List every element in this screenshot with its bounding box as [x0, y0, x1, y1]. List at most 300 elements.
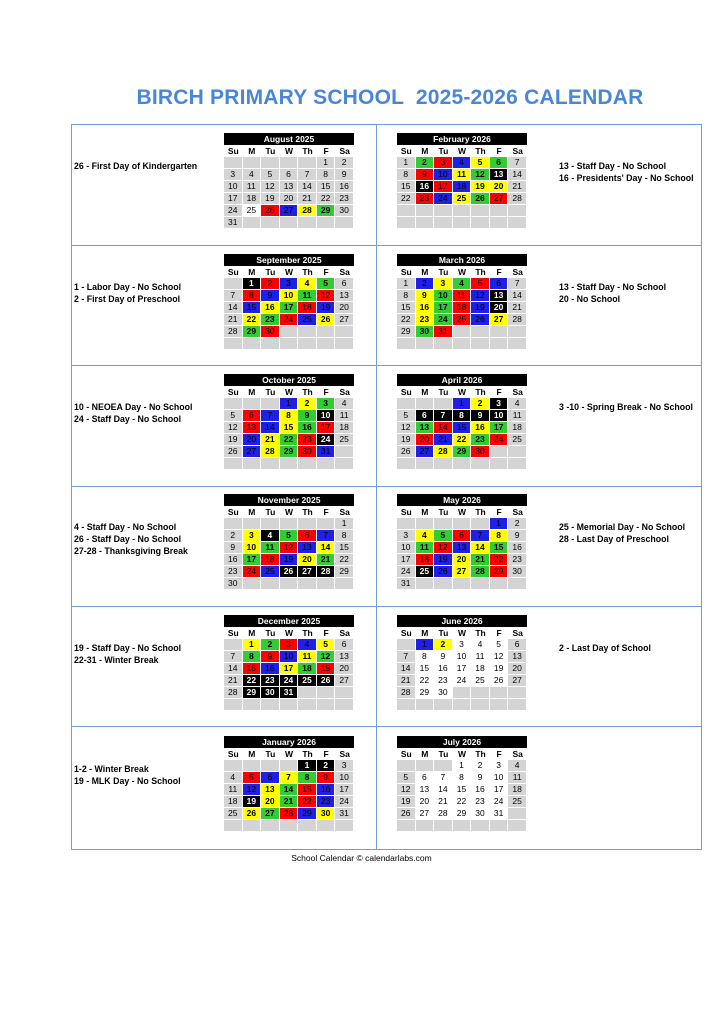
empty-day-cell — [508, 699, 527, 711]
month-calendar — [397, 615, 527, 711]
weekday-header: Th — [298, 506, 317, 518]
day-cell: 17 — [490, 422, 509, 434]
day-cell: 4 — [508, 398, 527, 410]
month-title: November 2025 — [224, 494, 354, 506]
row-divider — [72, 365, 701, 366]
day-cell: 16 — [471, 422, 490, 434]
empty-day-cell — [317, 338, 336, 350]
day-cell: 8 — [453, 772, 472, 784]
weekday-header: Sa — [508, 386, 527, 398]
day-cell: 16 — [335, 181, 354, 193]
day-cell: 26 — [471, 193, 490, 205]
day-cell: 9 — [224, 542, 243, 554]
empty-day-cell — [453, 578, 472, 590]
day-cell: 25 — [508, 796, 527, 808]
empty-day-cell — [335, 578, 354, 590]
day-cell: 30 — [317, 808, 336, 820]
weekday-header: Sa — [508, 145, 527, 157]
empty-day-cell — [335, 458, 354, 470]
day-cell: 16 — [298, 422, 317, 434]
weekday-header: M — [416, 627, 435, 639]
empty-day-cell — [490, 326, 509, 338]
day-cell: 26 — [280, 566, 299, 578]
day-cell: 6 — [416, 410, 435, 422]
event-note: 24 - Staff Day - No School — [74, 414, 182, 424]
day-cell: 18 — [298, 663, 317, 675]
weekday-header: Su — [397, 145, 416, 157]
event-note: 3 -10 - Spring Break - No School — [559, 402, 693, 412]
empty-day-cell — [434, 518, 453, 530]
day-cell: 24 — [434, 314, 453, 326]
day-cell: 24 — [490, 434, 509, 446]
month-title: March 2026 — [397, 254, 527, 266]
weekday-header: M — [416, 506, 435, 518]
event-note: 26 - First Day of Kindergarten — [74, 161, 198, 171]
empty-day-cell — [416, 760, 435, 772]
day-cell: 16 — [224, 554, 243, 566]
weekday-header: Sa — [508, 266, 527, 278]
day-cell: 15 — [280, 422, 299, 434]
empty-day-cell — [280, 699, 299, 711]
day-cell: 19 — [280, 554, 299, 566]
day-cell: 8 — [397, 169, 416, 181]
event-note: 16 - Presidents' Day - No School — [559, 173, 694, 183]
day-cell: 7 — [298, 169, 317, 181]
month-title: December 2025 — [224, 615, 354, 627]
day-cell: 19 — [317, 663, 336, 675]
day-cell: 20 — [490, 181, 509, 193]
weekday-header: Th — [298, 386, 317, 398]
empty-day-cell — [490, 699, 509, 711]
day-cell: 7 — [434, 410, 453, 422]
empty-day-cell — [261, 338, 280, 350]
month-days-grid — [224, 506, 354, 590]
day-cell: 17 — [243, 554, 262, 566]
day-cell: 27 — [298, 566, 317, 578]
empty-day-cell — [335, 687, 354, 699]
event-note: 26 - Staff Day - No School — [74, 534, 182, 544]
empty-day-cell — [471, 326, 490, 338]
month-days-grid — [224, 748, 354, 832]
day-cell: 28 — [224, 687, 243, 699]
weekday-header: Sa — [335, 627, 354, 639]
empty-day-cell — [335, 820, 354, 832]
empty-day-cell — [261, 760, 280, 772]
day-cell: 22 — [397, 314, 416, 326]
empty-day-cell — [508, 217, 527, 229]
event-note: 2 - Last Day of School — [559, 643, 651, 653]
day-cell: 22 — [317, 193, 336, 205]
weekday-header: Th — [471, 748, 490, 760]
weekday-header: Su — [397, 386, 416, 398]
day-cell: 13 — [261, 784, 280, 796]
day-cell: 20 — [335, 302, 354, 314]
weekday-header: F — [490, 386, 509, 398]
day-cell: 2 — [317, 760, 336, 772]
day-cell: 30 — [434, 687, 453, 699]
month-calendar — [224, 254, 354, 350]
day-cell: 6 — [243, 410, 262, 422]
weekday-header: W — [280, 506, 299, 518]
day-cell: 2 — [261, 278, 280, 290]
day-cell: 29 — [453, 808, 472, 820]
event-note: 19 - MLK Day - No School — [74, 776, 181, 786]
weekday-header: Su — [224, 627, 243, 639]
day-cell: 24 — [453, 675, 472, 687]
weekday-header: Tu — [434, 748, 453, 760]
day-cell: 17 — [224, 193, 243, 205]
day-cell: 10 — [453, 651, 472, 663]
day-cell: 22 — [453, 796, 472, 808]
empty-day-cell — [453, 820, 472, 832]
day-cell: 12 — [317, 651, 336, 663]
month-title: April 2026 — [397, 374, 527, 386]
weekday-header: Th — [471, 145, 490, 157]
weekday-header: F — [490, 266, 509, 278]
event-note: 1 - Labor Day - No School — [74, 282, 182, 292]
day-cell: 21 — [471, 554, 490, 566]
day-cell: 19 — [261, 193, 280, 205]
event-note: 10 - NEOEA Day - No School — [74, 402, 193, 412]
day-cell: 10 — [490, 772, 509, 784]
day-cell: 10 — [490, 410, 509, 422]
day-cell: 19 — [224, 434, 243, 446]
weekday-header: W — [280, 748, 299, 760]
day-cell: 11 — [261, 542, 280, 554]
weekday-header: M — [243, 627, 262, 639]
day-cell: 23 — [317, 796, 336, 808]
event-note: 27-28 - Thanksgiving Break — [74, 546, 188, 556]
weekday-header: F — [490, 627, 509, 639]
weekday-header: Tu — [261, 266, 280, 278]
day-cell: 15 — [453, 784, 472, 796]
month-days-grid — [397, 266, 527, 350]
day-cell: 11 — [298, 290, 317, 302]
empty-day-cell — [261, 217, 280, 229]
day-cell: 21 — [261, 434, 280, 446]
day-cell: 5 — [397, 410, 416, 422]
empty-day-cell — [261, 699, 280, 711]
day-cell: 4 — [471, 639, 490, 651]
day-cell: 4 — [508, 760, 527, 772]
day-cell: 29 — [416, 687, 435, 699]
day-cell: 7 — [280, 772, 299, 784]
day-cell: 22 — [490, 554, 509, 566]
day-cell: 6 — [453, 530, 472, 542]
day-cell: 6 — [298, 530, 317, 542]
empty-day-cell — [243, 217, 262, 229]
day-cell: 19 — [243, 796, 262, 808]
month-notes — [74, 763, 181, 787]
day-cell: 22 — [298, 796, 317, 808]
empty-day-cell — [280, 760, 299, 772]
weekday-header: Th — [298, 266, 317, 278]
weekday-header: Su — [224, 748, 243, 760]
empty-day-cell — [243, 398, 262, 410]
day-cell: 23 — [298, 434, 317, 446]
day-cell: 5 — [224, 410, 243, 422]
day-cell: 13 — [243, 422, 262, 434]
day-cell: 21 — [280, 796, 299, 808]
day-cell: 27 — [335, 314, 354, 326]
weekday-header: Su — [397, 748, 416, 760]
day-cell: 19 — [434, 554, 453, 566]
day-cell: 16 — [471, 784, 490, 796]
day-cell: 30 — [335, 205, 354, 217]
empty-day-cell — [280, 820, 299, 832]
empty-day-cell — [416, 217, 435, 229]
day-cell: 14 — [397, 663, 416, 675]
day-cell: 24 — [280, 675, 299, 687]
day-cell: 17 — [490, 784, 509, 796]
day-cell: 15 — [243, 663, 262, 675]
day-cell: 14 — [280, 784, 299, 796]
day-cell: 2 — [335, 157, 354, 169]
day-cell: 1 — [397, 278, 416, 290]
day-cell: 25 — [508, 434, 527, 446]
empty-day-cell — [471, 699, 490, 711]
empty-day-cell — [453, 458, 472, 470]
day-cell: 31 — [317, 446, 336, 458]
empty-day-cell — [335, 326, 354, 338]
empty-day-cell — [298, 326, 317, 338]
day-cell: 14 — [508, 290, 527, 302]
day-cell: 25 — [298, 675, 317, 687]
day-cell: 9 — [434, 651, 453, 663]
day-cell: 28 — [261, 446, 280, 458]
day-cell: 7 — [397, 651, 416, 663]
empty-day-cell — [317, 326, 336, 338]
day-cell: 18 — [453, 181, 472, 193]
empty-day-cell — [490, 205, 509, 217]
day-cell: 20 — [490, 302, 509, 314]
weekday-header: W — [280, 266, 299, 278]
empty-day-cell — [490, 458, 509, 470]
day-cell: 30 — [471, 446, 490, 458]
empty-day-cell — [280, 578, 299, 590]
day-cell: 2 — [471, 398, 490, 410]
day-cell: 12 — [397, 422, 416, 434]
day-cell: 8 — [243, 651, 262, 663]
day-cell: 29 — [243, 326, 262, 338]
weekday-header: Sa — [508, 506, 527, 518]
weekday-header: F — [317, 386, 336, 398]
empty-day-cell — [471, 205, 490, 217]
day-cell: 24 — [224, 205, 243, 217]
day-cell: 15 — [335, 542, 354, 554]
day-cell: 25 — [471, 675, 490, 687]
day-cell: 12 — [471, 169, 490, 181]
day-cell: 23 — [508, 554, 527, 566]
day-cell: 3 — [453, 639, 472, 651]
day-cell: 28 — [434, 446, 453, 458]
day-cell: 11 — [416, 542, 435, 554]
weekday-header: Tu — [434, 627, 453, 639]
day-cell: 3 — [224, 169, 243, 181]
day-cell: 2 — [471, 760, 490, 772]
event-note: 2 - First Day of Preschool — [74, 294, 181, 304]
empty-day-cell — [317, 687, 336, 699]
empty-day-cell — [434, 458, 453, 470]
day-cell: 26 — [317, 675, 336, 687]
day-cell: 5 — [317, 278, 336, 290]
day-cell: 6 — [490, 278, 509, 290]
day-cell: 11 — [508, 410, 527, 422]
day-cell: 21 — [397, 675, 416, 687]
empty-day-cell — [416, 518, 435, 530]
month-title: January 2026 — [224, 736, 354, 748]
day-cell: 22 — [335, 554, 354, 566]
day-cell: 23 — [261, 675, 280, 687]
month-days-grid — [397, 627, 527, 711]
weekday-header: Sa — [335, 748, 354, 760]
empty-day-cell — [508, 338, 527, 350]
month-notes — [74, 160, 197, 172]
day-cell: 26 — [471, 314, 490, 326]
day-cell: 24 — [243, 566, 262, 578]
day-cell: 7 — [434, 772, 453, 784]
day-cell: 6 — [335, 639, 354, 651]
day-cell: 26 — [317, 314, 336, 326]
empty-day-cell — [453, 699, 472, 711]
day-cell: 27 — [453, 566, 472, 578]
weekday-header: F — [317, 748, 336, 760]
day-cell: 28 — [434, 808, 453, 820]
weekday-header: Th — [298, 627, 317, 639]
day-cell: 14 — [298, 181, 317, 193]
day-cell: 20 — [280, 193, 299, 205]
empty-day-cell — [508, 820, 527, 832]
day-cell: 23 — [416, 314, 435, 326]
day-cell: 25 — [224, 808, 243, 820]
day-cell: 11 — [453, 169, 472, 181]
day-cell: 21 — [224, 675, 243, 687]
day-cell: 17 — [280, 302, 299, 314]
day-cell: 18 — [471, 663, 490, 675]
weekday-header: Sa — [335, 386, 354, 398]
day-cell: 29 — [397, 326, 416, 338]
empty-day-cell — [243, 157, 262, 169]
day-cell: 12 — [490, 651, 509, 663]
weekday-header: F — [317, 627, 336, 639]
day-cell: 4 — [416, 530, 435, 542]
empty-day-cell — [508, 205, 527, 217]
day-cell: 20 — [243, 434, 262, 446]
day-cell: 28 — [317, 566, 336, 578]
empty-day-cell — [298, 820, 317, 832]
empty-day-cell — [224, 338, 243, 350]
day-cell: 15 — [397, 302, 416, 314]
day-cell: 12 — [224, 422, 243, 434]
day-cell: 2 — [298, 398, 317, 410]
day-cell: 22 — [453, 434, 472, 446]
day-cell: 20 — [508, 663, 527, 675]
event-note: 13 - Staff Day - No School — [559, 161, 667, 171]
day-cell: 28 — [508, 193, 527, 205]
day-cell: 24 — [335, 796, 354, 808]
day-cell: 16 — [416, 181, 435, 193]
day-cell: 29 — [453, 446, 472, 458]
day-cell: 16 — [261, 302, 280, 314]
day-cell: 2 — [416, 278, 435, 290]
day-cell: 28 — [224, 326, 243, 338]
empty-day-cell — [434, 760, 453, 772]
day-cell: 4 — [453, 157, 472, 169]
empty-day-cell — [397, 217, 416, 229]
empty-day-cell — [280, 458, 299, 470]
empty-day-cell — [224, 760, 243, 772]
day-cell: 9 — [471, 410, 490, 422]
day-cell: 13 — [416, 784, 435, 796]
empty-day-cell — [453, 338, 472, 350]
day-cell: 13 — [298, 542, 317, 554]
day-cell: 7 — [261, 410, 280, 422]
empty-day-cell — [471, 338, 490, 350]
month-calendar — [224, 374, 354, 470]
day-cell: 11 — [335, 410, 354, 422]
empty-day-cell — [243, 760, 262, 772]
day-cell: 24 — [317, 434, 336, 446]
day-cell: 10 — [317, 410, 336, 422]
empty-day-cell — [434, 699, 453, 711]
month-days-grid — [224, 386, 354, 470]
empty-day-cell — [243, 578, 262, 590]
month-calendar — [397, 374, 527, 470]
month-calendar — [397, 133, 527, 229]
empty-day-cell — [434, 820, 453, 832]
day-cell: 25 — [416, 566, 435, 578]
month-notes — [559, 160, 694, 184]
day-cell: 18 — [508, 422, 527, 434]
page-title: BIRCH PRIMARY SCHOOL 2025-2026 CALENDAR — [136, 86, 644, 109]
weekday-header: Th — [471, 627, 490, 639]
empty-day-cell — [335, 446, 354, 458]
empty-day-cell — [416, 458, 435, 470]
empty-day-cell — [453, 217, 472, 229]
empty-day-cell — [280, 326, 299, 338]
day-cell: 15 — [317, 181, 336, 193]
weekday-header: Th — [298, 748, 317, 760]
day-cell: 25 — [453, 193, 472, 205]
empty-day-cell — [298, 578, 317, 590]
day-cell: 19 — [317, 302, 336, 314]
empty-day-cell — [298, 157, 317, 169]
day-cell: 23 — [224, 566, 243, 578]
empty-day-cell — [453, 687, 472, 699]
empty-day-cell — [416, 820, 435, 832]
empty-day-cell — [280, 157, 299, 169]
day-cell: 21 — [317, 554, 336, 566]
day-cell: 1 — [280, 398, 299, 410]
empty-day-cell — [490, 217, 509, 229]
weekday-header: W — [280, 386, 299, 398]
day-cell: 13 — [490, 290, 509, 302]
month-title: August 2025 — [224, 133, 354, 145]
day-cell: 5 — [397, 772, 416, 784]
empty-day-cell — [397, 820, 416, 832]
day-cell: 17 — [335, 784, 354, 796]
weekday-header: Tu — [434, 386, 453, 398]
day-cell: 12 — [397, 784, 416, 796]
day-cell: 5 — [280, 530, 299, 542]
row-divider — [72, 606, 701, 607]
day-cell: 29 — [317, 205, 336, 217]
day-cell: 1 — [416, 639, 435, 651]
event-note: 25 - Memorial Day - No School — [559, 522, 686, 532]
day-cell: 25 — [298, 314, 317, 326]
day-cell: 24 — [280, 314, 299, 326]
day-cell: 19 — [397, 434, 416, 446]
